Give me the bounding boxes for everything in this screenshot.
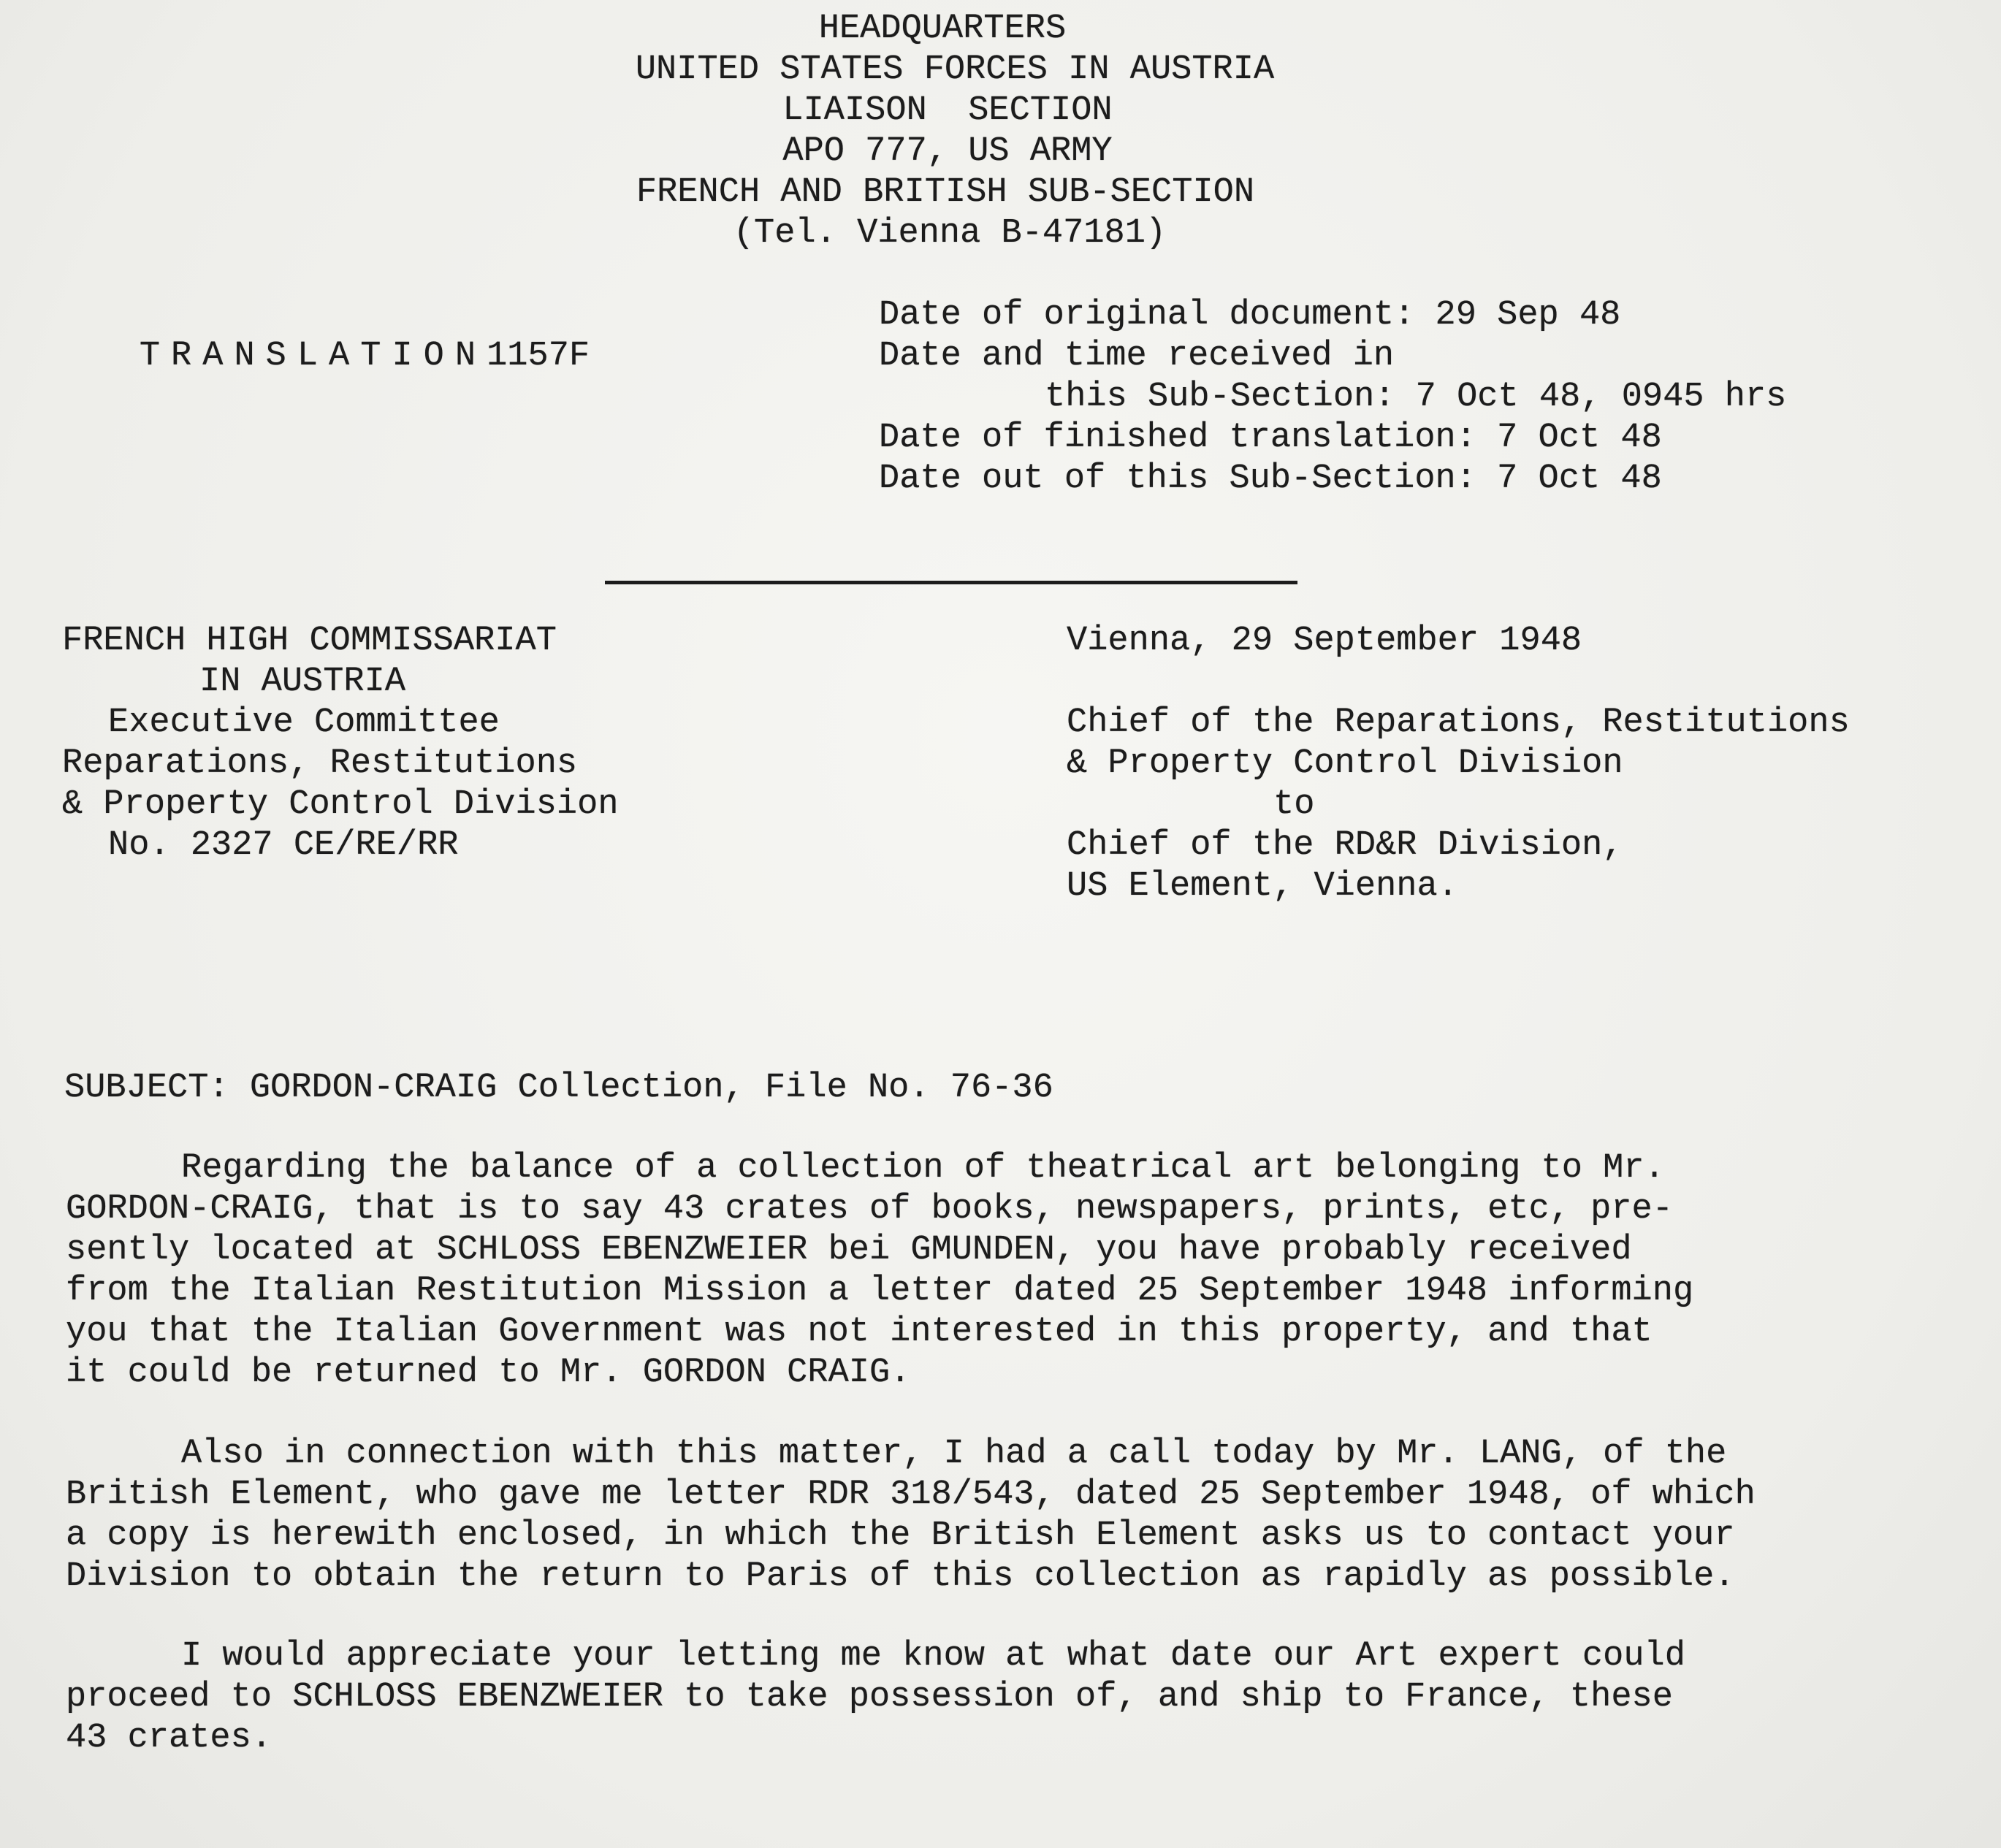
paragraph-line: proceed to SCHLOSS EBENZWEIER to take possession of, and ship to France, these: [66, 1678, 1673, 1717]
date-finished: Date of finished translation: 7 Oct 48: [879, 419, 1662, 457]
body-paragraph-2: [66, 1434, 1965, 1597]
paragraph-line: it could be returned to Mr. GORDON CRAIG.: [66, 1353, 911, 1392]
letterhead-line-6: (Tel. Vienna B-47181): [733, 214, 1167, 253]
date-received-line-1: Date and time received in: [879, 337, 1395, 375]
letterhead-line-1: HEADQUARTERS: [818, 9, 1067, 48]
paragraph-line: GORDON-CRAIG, that is to say 43 crates of books, newspapers, prints, etc, pre-: [66, 1190, 1673, 1229]
date-received-line-2: this Sub-Section: 7 Oct 48, 0945 hrs: [1045, 378, 1787, 416]
recipient-line-4: Chief of the RD&R Division,: [1067, 826, 1623, 865]
sender-line-5: & Property Control Division: [62, 785, 619, 824]
translation-word: TRANSLATION: [139, 337, 487, 375]
sender-line-2: IN AUSTRIA: [199, 663, 406, 701]
paragraph-line: Also in connection with this matter, I had a call today by Mr. LANG, of the: [181, 1435, 1727, 1473]
sender-line-1: FRENCH HIGH COMMISSARIAT: [62, 622, 557, 660]
paragraph-line: British Element, who gave me letter RDR 318/543, dated 25 September 1948, of which: [66, 1475, 1756, 1514]
paragraph-line: a copy is herewith enclosed, in which the British Element asks us to contact your: [66, 1516, 1735, 1555]
sender-line-4: Reparations, Restitutions: [62, 744, 578, 783]
letterhead-line-2: UNITED STATES FORCES IN AUSTRIA: [635, 50, 1275, 89]
translation-number: 1157F: [487, 337, 590, 375]
recipient-line-3: to: [1273, 785, 1315, 824]
place-date: Vienna, 29 September 1948: [1067, 622, 1582, 660]
paragraph-line: I would appreciate your letting me know at what date our Art expert could: [181, 1637, 1685, 1676]
paragraph-line: sently located at SCHLOSS EBENZWEIER bei GMUNDEN, you have probably received: [66, 1231, 1632, 1269]
letterhead-line-5: FRENCH AND BRITISH SUB-SECTION: [636, 173, 1255, 212]
sender-line-6: No. 2327 CE/RE/RR: [108, 826, 459, 865]
date-original: Date of original document: 29 Sep 48: [879, 296, 1621, 335]
body-paragraph-1: [66, 1148, 1965, 1394]
recipient-line-1: Chief of the Reparations, Restitutions: [1067, 703, 1850, 742]
subject-line: SUBJECT: GORDON-CRAIG Collection, File No. 76-36: [64, 1069, 1053, 1107]
letterhead-line-4: APO 777, US ARMY: [782, 132, 1113, 171]
paragraph-line: from the Italian Restitution Mission a letter dated 25 September 1948 informing: [66, 1272, 1694, 1310]
sender-line-3: Executive Committee: [108, 703, 500, 742]
letterhead-line-3: LIAISON SECTION: [782, 91, 1113, 130]
paragraph-line: Regarding the balance of a collection of theatrical art belonging to Mr.: [181, 1149, 1665, 1188]
translation-label: [57, 295, 590, 418]
paragraph-line: Division to obtain the return to Paris of this collection as rapidly as possible.: [66, 1557, 1735, 1596]
recipient-line-5: US Element, Vienna.: [1067, 867, 1458, 906]
paragraph-line: you that the Italian Government was not interested in this property, and that: [66, 1313, 1653, 1351]
paragraph-line: 43 crates.: [66, 1719, 272, 1757]
body-paragraph-3: [66, 1636, 1965, 1759]
horizontal-rule: [605, 581, 1297, 584]
recipient-line-2: & Property Control Division: [1067, 744, 1623, 783]
date-out: Date out of this Sub-Section: 7 Oct 48: [879, 459, 1662, 498]
